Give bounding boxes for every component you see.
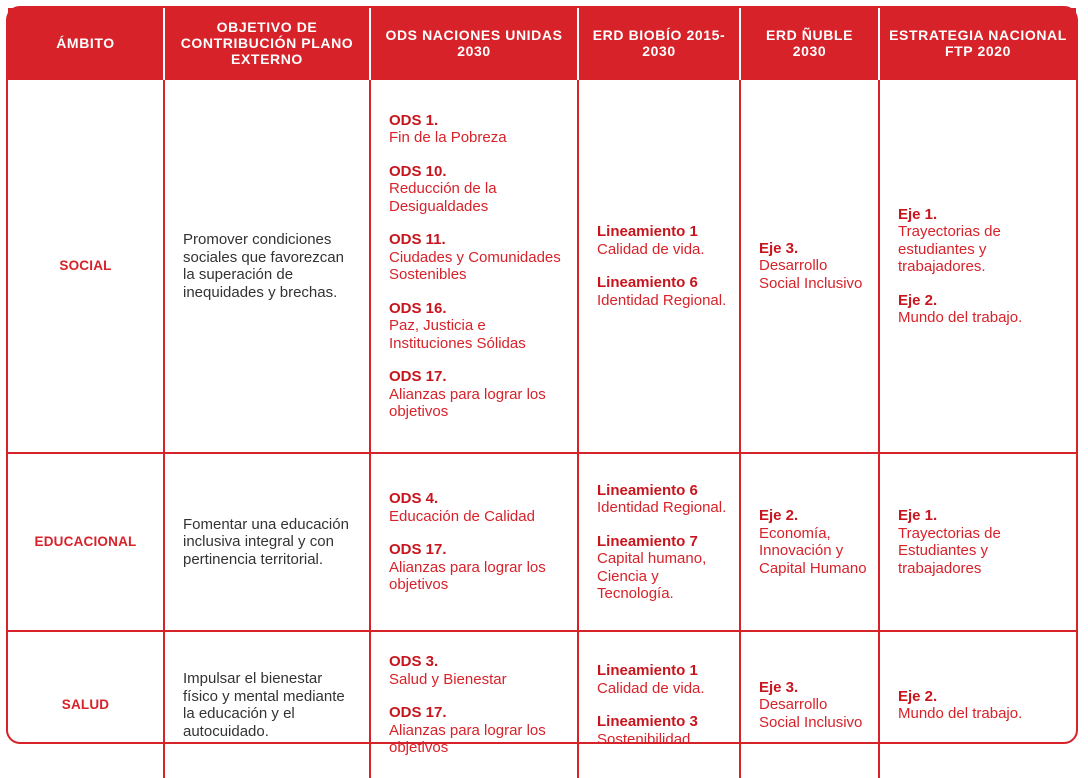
ods-item: ODS 17. Alianzas para lograr los objetivos <box>389 704 546 757</box>
estrategia-cell <box>879 631 1076 778</box>
ambito-cell: SOCIAL <box>8 79 164 453</box>
table-row-social <box>8 79 1076 453</box>
ods-cell <box>370 453 578 631</box>
objective-cell: Fomentar una educación inclusiva integral y con pertinencia territorial. <box>164 453 370 631</box>
ods-item: ODS 10. Reducción de la Desigualdades <box>389 162 497 215</box>
header-ods: ODS NACIONES UNIDAS 2030 <box>370 8 578 79</box>
erd-biobio-cell <box>578 79 740 453</box>
header-erd-biobio: ERD BIOBÍO 2015-2030 <box>578 8 740 79</box>
lineamiento-item: Lineamiento 1 Calidad de vida. <box>597 662 705 697</box>
ods-item: ODS 3. Salud y Bienestar <box>389 653 507 688</box>
table-row-educacional <box>8 453 1076 631</box>
erd-biobio-cell <box>578 631 740 778</box>
ods-item: ODS 16. Paz, Justicia e Instituciones Sólidas <box>389 299 526 352</box>
eje-item: Eje 2. Mundo del trabajo. <box>898 291 1023 326</box>
eje-item: Eje 1. Trayectorias de Estudiantes y trabajadores <box>898 507 1001 577</box>
erd-biobio-cell <box>578 453 740 631</box>
lineamiento-item: Lineamiento 6 Identidad Regional. <box>597 274 727 309</box>
ods-item: ODS 17. Alianzas para lograr los objetivos <box>389 541 546 594</box>
estrategia-cell <box>879 453 1076 631</box>
ods-cell <box>370 631 578 778</box>
header-objetivo: OBJETIVO DE CONTRIBUCIÓN PLANO EXTERNO <box>164 8 370 79</box>
ods-item: ODS 1. Fin de la Pobreza <box>389 111 507 146</box>
lineamiento-item: Lineamiento 1 Calidad de vida. <box>597 223 705 258</box>
eje-item: Eje 2. Mundo del trabajo. <box>898 687 1023 722</box>
erd-nuble-cell <box>740 631 879 778</box>
lineamiento-item: Lineamiento 6 Identidad Regional. <box>597 481 727 516</box>
eje-item: Eje 3. Desarrollo Social Inclusivo <box>759 239 863 292</box>
eje-item: Eje 3. Desarrollo Social Inclusivo <box>759 678 863 731</box>
lineamiento-item: Lineamiento 7 Capital humano, Ciencia y Tecnología. <box>597 532 707 602</box>
header-erd-nuble: ERD ÑUBLE 2030 <box>740 8 879 79</box>
table-row-salud <box>8 631 1076 778</box>
erd-nuble-cell <box>740 79 879 453</box>
ods-item: ODS 4. Educación de Calidad <box>389 490 535 525</box>
header-ambito: ÁMBITO <box>8 8 164 79</box>
eje-item: Eje 2. Economía, Innovación y Capital Humano <box>759 507 867 577</box>
ods-item: ODS 11. Ciudades y Comunidades Sostenibles <box>389 231 561 283</box>
contribution-table-frame <box>6 6 1078 757</box>
ambito-cell: SALUD <box>8 631 164 778</box>
lineamiento-item: Lineamiento 3 Sostenibilidad. <box>597 713 698 748</box>
ambito-cell: EDUCACIONAL <box>8 453 164 631</box>
ods-item: ODS 17. Alianzas para lograr los objetivos <box>389 368 546 420</box>
erd-nuble-cell <box>740 453 879 631</box>
header-row <box>8 8 1076 79</box>
header-estrategia: ESTRATEGIA NACIONAL FTP 2020 <box>879 8 1076 79</box>
objective-cell: Impulsar el bienestar físico y mental mediante la educación y el autocuidado. <box>164 631 370 778</box>
estrategia-cell <box>879 79 1076 453</box>
ods-cell <box>370 79 578 453</box>
objective-cell: Promover condiciones sociales que favorezcan la superación de inequidades y brechas. <box>164 79 370 453</box>
eje-item: Eje 1. Trayectorias de estudiantes y trabajadores. <box>898 205 1001 275</box>
contribution-table <box>8 8 1076 778</box>
